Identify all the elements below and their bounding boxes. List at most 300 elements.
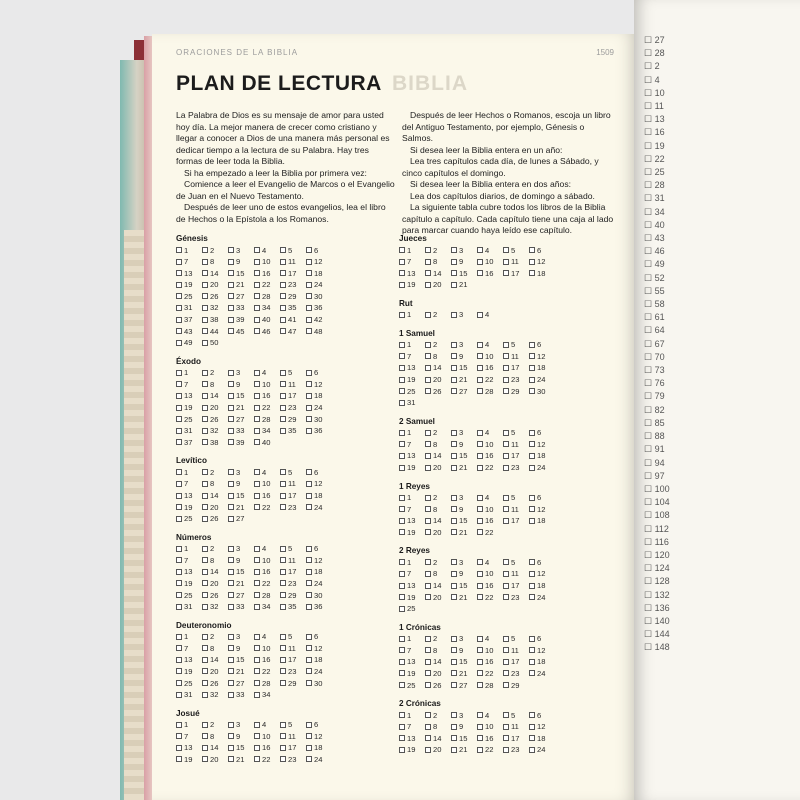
chapter-checkbox[interactable]: [176, 557, 182, 563]
chapter-checkbox[interactable]: [202, 592, 208, 598]
chapter-checkbox[interactable]: [254, 328, 260, 334]
chapter-checkbox[interactable]: [176, 340, 182, 346]
chapter-checkbox[interactable]: [399, 571, 405, 577]
chapter-checkbox[interactable]: [280, 657, 286, 663]
chapter-checkbox[interactable]: [306, 328, 312, 334]
chapter-checkbox[interactable]: [280, 305, 286, 311]
chapter-checkbox[interactable]: [399, 583, 405, 589]
chapter-checkbox[interactable]: [202, 328, 208, 334]
chapter-checkbox[interactable]: [228, 305, 234, 311]
chapter-checkbox[interactable]: [477, 559, 483, 565]
chapter-checkbox[interactable]: [202, 645, 208, 651]
chapter-checkbox[interactable]: [228, 634, 234, 640]
chapter-checkbox[interactable]: [176, 481, 182, 487]
chapter-checkbox[interactable]: [254, 469, 260, 475]
chapter-checkbox[interactable]: [306, 592, 312, 598]
chapter-checkbox[interactable]: [399, 400, 405, 406]
chapter-checkbox[interactable]: [477, 594, 483, 600]
chapter-checkbox[interactable]: [306, 504, 312, 510]
chapter-checkbox[interactable]: [280, 393, 286, 399]
chapter-checkbox[interactable]: [451, 495, 457, 501]
chapter-checkbox[interactable]: [399, 712, 405, 718]
chapter-checkbox[interactable]: [399, 365, 405, 371]
chapter-checkbox[interactable]: [477, 712, 483, 718]
chapter-checkbox[interactable]: [477, 353, 483, 359]
chapter-checkbox[interactable]: [176, 722, 182, 728]
chapter-checkbox[interactable]: [176, 416, 182, 422]
chapter-checkbox[interactable]: [280, 270, 286, 276]
chapter-checkbox[interactable]: [176, 370, 182, 376]
chapter-checkbox[interactable]: [280, 645, 286, 651]
chapter-checkbox[interactable]: [280, 634, 286, 640]
chapter-checkbox[interactable]: [228, 592, 234, 598]
chapter-checkbox[interactable]: [228, 317, 234, 323]
chapter-checkbox[interactable]: [529, 647, 535, 653]
chapter-checkbox[interactable]: [399, 529, 405, 535]
chapter-checkbox[interactable]: [176, 328, 182, 334]
chapter-checkbox[interactable]: [425, 312, 431, 318]
chapter-checkbox[interactable]: [529, 670, 535, 676]
chapter-checkbox[interactable]: [529, 342, 535, 348]
chapter-checkbox[interactable]: [503, 583, 509, 589]
chapter-checkbox[interactable]: [477, 747, 483, 753]
chapter-checkbox[interactable]: [399, 735, 405, 741]
chapter-checkbox[interactable]: [228, 270, 234, 276]
chapter-checkbox[interactable]: [280, 416, 286, 422]
chapter-checkbox[interactable]: [477, 247, 483, 253]
chapter-checkbox[interactable]: [280, 247, 286, 253]
chapter-checkbox[interactable]: [451, 518, 457, 524]
chapter-checkbox[interactable]: [529, 495, 535, 501]
chapter-checkbox[interactable]: [280, 370, 286, 376]
chapter-checkbox[interactable]: [425, 388, 431, 394]
chapter-checkbox[interactable]: [503, 506, 509, 512]
chapter-checkbox[interactable]: [228, 546, 234, 552]
chapter-checkbox[interactable]: [477, 724, 483, 730]
chapter-checkbox[interactable]: [477, 453, 483, 459]
chapter-checkbox[interactable]: [503, 659, 509, 665]
chapter-checkbox[interactable]: [280, 733, 286, 739]
chapter-checkbox[interactable]: [425, 583, 431, 589]
chapter-checkbox[interactable]: [202, 756, 208, 762]
chapter-checkbox[interactable]: [399, 659, 405, 665]
chapter-checkbox[interactable]: [202, 428, 208, 434]
chapter-checkbox[interactable]: [254, 293, 260, 299]
chapter-checkbox[interactable]: [306, 282, 312, 288]
chapter-checkbox[interactable]: [176, 756, 182, 762]
chapter-checkbox[interactable]: [425, 636, 431, 642]
chapter-checkbox[interactable]: [529, 465, 535, 471]
chapter-checkbox[interactable]: [477, 647, 483, 653]
chapter-checkbox[interactable]: [529, 259, 535, 265]
chapter-checkbox[interactable]: [425, 377, 431, 383]
chapter-checkbox[interactable]: [306, 634, 312, 640]
chapter-checkbox[interactable]: [399, 430, 405, 436]
chapter-checkbox[interactable]: [477, 441, 483, 447]
chapter-checkbox[interactable]: [503, 594, 509, 600]
chapter-checkbox[interactable]: [176, 634, 182, 640]
chapter-checkbox[interactable]: [529, 712, 535, 718]
chapter-checkbox[interactable]: [176, 270, 182, 276]
chapter-checkbox[interactable]: [399, 465, 405, 471]
chapter-checkbox[interactable]: [176, 733, 182, 739]
chapter-checkbox[interactable]: [280, 328, 286, 334]
chapter-checkbox[interactable]: [503, 747, 509, 753]
chapter-checkbox[interactable]: [451, 670, 457, 676]
chapter-checkbox[interactable]: [202, 546, 208, 552]
chapter-checkbox[interactable]: [176, 259, 182, 265]
chapter-checkbox[interactable]: [451, 441, 457, 447]
chapter-checkbox[interactable]: [254, 592, 260, 598]
chapter-checkbox[interactable]: [254, 645, 260, 651]
chapter-checkbox[interactable]: [477, 259, 483, 265]
chapter-checkbox[interactable]: [202, 416, 208, 422]
chapter-checkbox[interactable]: [529, 571, 535, 577]
chapter-checkbox[interactable]: [176, 493, 182, 499]
chapter-checkbox[interactable]: [202, 668, 208, 674]
chapter-checkbox[interactable]: [254, 680, 260, 686]
chapter-checkbox[interactable]: [451, 430, 457, 436]
chapter-checkbox[interactable]: [202, 604, 208, 610]
chapter-checkbox[interactable]: [451, 529, 457, 535]
chapter-checkbox[interactable]: [425, 735, 431, 741]
chapter-checkbox[interactable]: [503, 353, 509, 359]
chapter-checkbox[interactable]: [503, 559, 509, 565]
chapter-checkbox[interactable]: [202, 370, 208, 376]
chapter-checkbox[interactable]: [451, 506, 457, 512]
chapter-checkbox[interactable]: [425, 647, 431, 653]
chapter-checkbox[interactable]: [176, 504, 182, 510]
chapter-checkbox[interactable]: [451, 365, 457, 371]
chapter-checkbox[interactable]: [176, 516, 182, 522]
chapter-checkbox[interactable]: [306, 745, 312, 751]
chapter-checkbox[interactable]: [425, 747, 431, 753]
chapter-checkbox[interactable]: [503, 724, 509, 730]
chapter-checkbox[interactable]: [306, 370, 312, 376]
chapter-checkbox[interactable]: [280, 481, 286, 487]
chapter-checkbox[interactable]: [529, 559, 535, 565]
chapter-checkbox[interactable]: [399, 270, 405, 276]
chapter-checkbox[interactable]: [399, 747, 405, 753]
chapter-checkbox[interactable]: [306, 569, 312, 575]
chapter-checkbox[interactable]: [399, 670, 405, 676]
chapter-checkbox[interactable]: [425, 465, 431, 471]
chapter-checkbox[interactable]: [254, 580, 260, 586]
chapter-checkbox[interactable]: [503, 518, 509, 524]
chapter-checkbox[interactable]: [425, 518, 431, 524]
chapter-checkbox[interactable]: [451, 465, 457, 471]
chapter-checkbox[interactable]: [477, 365, 483, 371]
chapter-checkbox[interactable]: [202, 393, 208, 399]
chapter-checkbox[interactable]: [503, 388, 509, 394]
chapter-checkbox[interactable]: [451, 342, 457, 348]
chapter-checkbox[interactable]: [202, 493, 208, 499]
chapter-checkbox[interactable]: [228, 416, 234, 422]
chapter-checkbox[interactable]: [228, 469, 234, 475]
chapter-checkbox[interactable]: [399, 388, 405, 394]
chapter-checkbox[interactable]: [306, 668, 312, 674]
chapter-checkbox[interactable]: [202, 569, 208, 575]
chapter-checkbox[interactable]: [176, 317, 182, 323]
chapter-checkbox[interactable]: [176, 546, 182, 552]
chapter-checkbox[interactable]: [254, 557, 260, 563]
chapter-checkbox[interactable]: [503, 453, 509, 459]
chapter-checkbox[interactable]: [280, 282, 286, 288]
chapter-checkbox[interactable]: [176, 439, 182, 445]
chapter-checkbox[interactable]: [228, 293, 234, 299]
chapter-checkbox[interactable]: [477, 636, 483, 642]
chapter-checkbox[interactable]: [451, 247, 457, 253]
chapter-checkbox[interactable]: [176, 657, 182, 663]
chapter-checkbox[interactable]: [451, 571, 457, 577]
chapter-checkbox[interactable]: [202, 305, 208, 311]
chapter-checkbox[interactable]: [503, 682, 509, 688]
chapter-checkbox[interactable]: [399, 353, 405, 359]
chapter-checkbox[interactable]: [451, 682, 457, 688]
chapter-checkbox[interactable]: [202, 340, 208, 346]
chapter-checkbox[interactable]: [176, 668, 182, 674]
chapter-checkbox[interactable]: [306, 247, 312, 253]
chapter-checkbox[interactable]: [477, 495, 483, 501]
chapter-checkbox[interactable]: [529, 636, 535, 642]
chapter-checkbox[interactable]: [529, 506, 535, 512]
chapter-checkbox[interactable]: [228, 557, 234, 563]
chapter-checkbox[interactable]: [254, 405, 260, 411]
chapter-checkbox[interactable]: [477, 529, 483, 535]
chapter-checkbox[interactable]: [399, 377, 405, 383]
chapter-checkbox[interactable]: [306, 733, 312, 739]
chapter-checkbox[interactable]: [425, 571, 431, 577]
chapter-checkbox[interactable]: [254, 259, 260, 265]
chapter-checkbox[interactable]: [477, 342, 483, 348]
chapter-checkbox[interactable]: [529, 735, 535, 741]
chapter-checkbox[interactable]: [176, 580, 182, 586]
chapter-checkbox[interactable]: [529, 377, 535, 383]
chapter-checkbox[interactable]: [254, 282, 260, 288]
chapter-checkbox[interactable]: [451, 377, 457, 383]
chapter-checkbox[interactable]: [399, 647, 405, 653]
chapter-checkbox[interactable]: [202, 439, 208, 445]
chapter-checkbox[interactable]: [202, 247, 208, 253]
chapter-checkbox[interactable]: [477, 388, 483, 394]
chapter-checkbox[interactable]: [306, 645, 312, 651]
chapter-checkbox[interactable]: [503, 377, 509, 383]
chapter-checkbox[interactable]: [399, 506, 405, 512]
chapter-checkbox[interactable]: [529, 583, 535, 589]
chapter-checkbox[interactable]: [425, 506, 431, 512]
chapter-checkbox[interactable]: [425, 559, 431, 565]
chapter-checkbox[interactable]: [280, 546, 286, 552]
chapter-checkbox[interactable]: [202, 282, 208, 288]
chapter-checkbox[interactable]: [399, 636, 405, 642]
chapter-checkbox[interactable]: [228, 756, 234, 762]
chapter-checkbox[interactable]: [228, 668, 234, 674]
chapter-checkbox[interactable]: [399, 518, 405, 524]
chapter-checkbox[interactable]: [425, 247, 431, 253]
chapter-checkbox[interactable]: [202, 469, 208, 475]
chapter-checkbox[interactable]: [202, 259, 208, 265]
chapter-checkbox[interactable]: [529, 724, 535, 730]
chapter-checkbox[interactable]: [529, 659, 535, 665]
chapter-checkbox[interactable]: [228, 516, 234, 522]
chapter-checkbox[interactable]: [529, 594, 535, 600]
chapter-checkbox[interactable]: [280, 569, 286, 575]
chapter-checkbox[interactable]: [451, 282, 457, 288]
chapter-checkbox[interactable]: [451, 712, 457, 718]
chapter-checkbox[interactable]: [202, 405, 208, 411]
chapter-checkbox[interactable]: [425, 670, 431, 676]
chapter-checkbox[interactable]: [280, 745, 286, 751]
chapter-checkbox[interactable]: [425, 682, 431, 688]
chapter-checkbox[interactable]: [202, 504, 208, 510]
chapter-checkbox[interactable]: [280, 493, 286, 499]
chapter-checkbox[interactable]: [176, 680, 182, 686]
chapter-checkbox[interactable]: [503, 365, 509, 371]
chapter-checkbox[interactable]: [503, 441, 509, 447]
chapter-checkbox[interactable]: [477, 659, 483, 665]
chapter-checkbox[interactable]: [425, 594, 431, 600]
chapter-checkbox[interactable]: [202, 270, 208, 276]
chapter-checkbox[interactable]: [280, 580, 286, 586]
chapter-checkbox[interactable]: [228, 247, 234, 253]
chapter-checkbox[interactable]: [228, 645, 234, 651]
chapter-checkbox[interactable]: [254, 381, 260, 387]
chapter-checkbox[interactable]: [280, 504, 286, 510]
chapter-checkbox[interactable]: [477, 571, 483, 577]
chapter-checkbox[interactable]: [176, 247, 182, 253]
chapter-checkbox[interactable]: [228, 259, 234, 265]
chapter-checkbox[interactable]: [425, 342, 431, 348]
chapter-checkbox[interactable]: [399, 312, 405, 318]
chapter-checkbox[interactable]: [280, 317, 286, 323]
chapter-checkbox[interactable]: [399, 724, 405, 730]
chapter-checkbox[interactable]: [399, 247, 405, 253]
chapter-checkbox[interactable]: [399, 453, 405, 459]
chapter-checkbox[interactable]: [306, 405, 312, 411]
chapter-checkbox[interactable]: [228, 604, 234, 610]
chapter-checkbox[interactable]: [306, 546, 312, 552]
chapter-checkbox[interactable]: [280, 469, 286, 475]
chapter-checkbox[interactable]: [176, 604, 182, 610]
chapter-checkbox[interactable]: [306, 393, 312, 399]
chapter-checkbox[interactable]: [399, 594, 405, 600]
chapter-checkbox[interactable]: [280, 557, 286, 563]
chapter-checkbox[interactable]: [254, 247, 260, 253]
chapter-checkbox[interactable]: [477, 583, 483, 589]
chapter-checkbox[interactable]: [254, 393, 260, 399]
chapter-checkbox[interactable]: [254, 569, 260, 575]
chapter-checkbox[interactable]: [202, 580, 208, 586]
chapter-checkbox[interactable]: [425, 529, 431, 535]
chapter-checkbox[interactable]: [451, 353, 457, 359]
chapter-checkbox[interactable]: [202, 381, 208, 387]
chapter-checkbox[interactable]: [477, 430, 483, 436]
chapter-checkbox[interactable]: [477, 506, 483, 512]
chapter-checkbox[interactable]: [306, 756, 312, 762]
chapter-checkbox[interactable]: [425, 441, 431, 447]
chapter-checkbox[interactable]: [254, 634, 260, 640]
chapter-checkbox[interactable]: [399, 282, 405, 288]
chapter-checkbox[interactable]: [176, 305, 182, 311]
chapter-checkbox[interactable]: [176, 692, 182, 698]
chapter-checkbox[interactable]: [280, 592, 286, 598]
chapter-checkbox[interactable]: [254, 428, 260, 434]
chapter-checkbox[interactable]: [280, 293, 286, 299]
chapter-checkbox[interactable]: [477, 682, 483, 688]
chapter-checkbox[interactable]: [451, 453, 457, 459]
chapter-checkbox[interactable]: [176, 592, 182, 598]
chapter-checkbox[interactable]: [176, 381, 182, 387]
chapter-checkbox[interactable]: [425, 659, 431, 665]
chapter-checkbox[interactable]: [306, 416, 312, 422]
chapter-checkbox[interactable]: [176, 428, 182, 434]
chapter-checkbox[interactable]: [306, 428, 312, 434]
chapter-checkbox[interactable]: [451, 659, 457, 665]
chapter-checkbox[interactable]: [451, 747, 457, 753]
chapter-checkbox[interactable]: [503, 247, 509, 253]
chapter-checkbox[interactable]: [477, 518, 483, 524]
chapter-checkbox[interactable]: [451, 735, 457, 741]
chapter-checkbox[interactable]: [228, 493, 234, 499]
chapter-checkbox[interactable]: [280, 756, 286, 762]
chapter-checkbox[interactable]: [254, 270, 260, 276]
chapter-checkbox[interactable]: [306, 557, 312, 563]
chapter-checkbox[interactable]: [228, 328, 234, 334]
chapter-checkbox[interactable]: [503, 495, 509, 501]
chapter-checkbox[interactable]: [306, 305, 312, 311]
chapter-checkbox[interactable]: [254, 504, 260, 510]
chapter-checkbox[interactable]: [503, 735, 509, 741]
chapter-checkbox[interactable]: [254, 722, 260, 728]
chapter-checkbox[interactable]: [202, 634, 208, 640]
chapter-checkbox[interactable]: [254, 657, 260, 663]
chapter-checkbox[interactable]: [254, 416, 260, 422]
chapter-checkbox[interactable]: [228, 569, 234, 575]
chapter-checkbox[interactable]: [202, 481, 208, 487]
chapter-checkbox[interactable]: [425, 495, 431, 501]
chapter-checkbox[interactable]: [306, 381, 312, 387]
chapter-checkbox[interactable]: [425, 430, 431, 436]
chapter-checkbox[interactable]: [280, 405, 286, 411]
chapter-checkbox[interactable]: [425, 282, 431, 288]
chapter-checkbox[interactable]: [254, 493, 260, 499]
chapter-checkbox[interactable]: [529, 430, 535, 436]
chapter-checkbox[interactable]: [202, 317, 208, 323]
chapter-checkbox[interactable]: [451, 636, 457, 642]
chapter-checkbox[interactable]: [228, 692, 234, 698]
chapter-checkbox[interactable]: [254, 745, 260, 751]
chapter-checkbox[interactable]: [280, 722, 286, 728]
chapter-checkbox[interactable]: [529, 365, 535, 371]
chapter-checkbox[interactable]: [254, 481, 260, 487]
chapter-checkbox[interactable]: [254, 370, 260, 376]
chapter-checkbox[interactable]: [451, 312, 457, 318]
chapter-checkbox[interactable]: [202, 657, 208, 663]
chapter-checkbox[interactable]: [425, 724, 431, 730]
chapter-checkbox[interactable]: [306, 293, 312, 299]
chapter-checkbox[interactable]: [202, 293, 208, 299]
chapter-checkbox[interactable]: [228, 405, 234, 411]
chapter-checkbox[interactable]: [451, 388, 457, 394]
chapter-checkbox[interactable]: [228, 381, 234, 387]
chapter-checkbox[interactable]: [176, 282, 182, 288]
chapter-checkbox[interactable]: [399, 559, 405, 565]
chapter-checkbox[interactable]: [202, 516, 208, 522]
chapter-checkbox[interactable]: [425, 259, 431, 265]
chapter-checkbox[interactable]: [254, 546, 260, 552]
chapter-checkbox[interactable]: [306, 493, 312, 499]
chapter-checkbox[interactable]: [425, 353, 431, 359]
